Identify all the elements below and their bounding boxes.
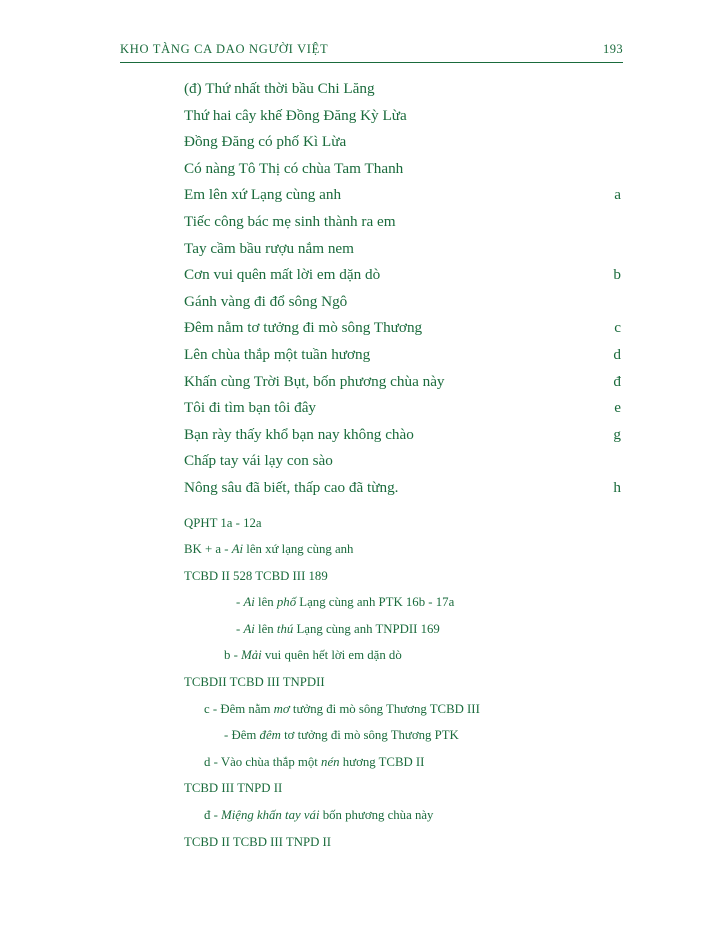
verse-line (120, 422, 623, 449)
verse-line (120, 262, 623, 289)
verse-line (120, 342, 623, 369)
verse-line-text: Bạn rày thấy khổ bạn nay không chào (184, 425, 414, 443)
note-text: đ - (204, 808, 222, 823)
verse-line (120, 209, 623, 236)
note-text: QPHT 1a - 12a (184, 515, 262, 530)
note-variant-word: Ai (231, 542, 244, 557)
note-text: b - (224, 648, 242, 663)
note-line (120, 696, 623, 723)
note-variant-word: Ai (243, 621, 255, 636)
note-text: lên (254, 595, 277, 610)
running-head-title: KHO TÀNG CA DAO NGƯỜI VIỆT (120, 42, 329, 56)
note-text: TCBD II 528 TCBD III 189 (184, 568, 328, 583)
note-text: vui quên hết lời em dặn dò (261, 648, 402, 663)
note-variant-word: đêm (259, 728, 281, 743)
verse-line-text: Chấp tay vái lạy con sào (184, 452, 333, 470)
note-text: - Đêm (224, 728, 260, 743)
note-text: tơ tưởng đi mò sông Thương PTK (280, 728, 459, 743)
verse-line (120, 76, 623, 103)
note-line (120, 589, 623, 616)
note-text: bốn phương chùa này (319, 808, 434, 823)
page-number: 193 (603, 42, 623, 56)
note-text: - (236, 621, 244, 636)
note-text: Lạng cùng anh TNPDII 169 (293, 621, 440, 636)
verse-line-text: Thứ hai cây khế Đồng Đăng Kỳ Lừa (184, 106, 407, 124)
note-variant-word: Mải (241, 648, 262, 663)
verse-line-text: Gánh vàng đi đổ sông Ngô (184, 292, 348, 310)
verse-line-marker: d (613, 345, 621, 363)
verse-block (120, 76, 623, 502)
note-line (120, 510, 623, 537)
note-text: - (236, 595, 244, 610)
note-line (120, 722, 623, 749)
note-variant-word: phố (276, 595, 297, 610)
verse-line-text: Khấn cùng Trời Bụt, bốn phương chùa này (184, 372, 445, 390)
verse-line (120, 289, 623, 316)
verse-line (120, 182, 623, 209)
verse-line-text: Em lên xứ Lạng cùng anh (184, 186, 342, 204)
note-line (120, 563, 623, 590)
verse-line-text: Lên chùa thắp một tuần hương (184, 345, 371, 363)
note-line (120, 669, 623, 696)
verse-line-text: Đêm nằm tơ tưởng đi mò sông Thương (184, 319, 423, 337)
verse-line-marker: g (613, 425, 621, 443)
note-line (120, 775, 623, 802)
verse-line-text: Cơn vui quên mất lời em dặn dò (184, 266, 381, 284)
verse-line-text: Có nàng Tô Thị có chùa Tam Thanh (184, 159, 404, 177)
verse-line (120, 448, 623, 475)
note-line (120, 642, 623, 669)
note-text: TCBDII TCBD III TNPDII (184, 675, 325, 690)
note-line (120, 749, 623, 776)
note-variant-word: Miệng khấn tay vái (221, 808, 320, 823)
note-text: d - Vào chùa thắp một (204, 754, 322, 769)
note-line (120, 829, 623, 856)
note-text: lên (254, 621, 277, 636)
verse-line-text: Tiếc công bác mẹ sinh thành ra em (184, 212, 396, 230)
note-variant-word: thú (276, 621, 294, 636)
verse-line-text: (đ) Thứ nhất thời bầu Chi Lăng (184, 80, 375, 97)
verse-line-marker: c (614, 319, 621, 337)
note-text: c - Đêm nằm (204, 701, 274, 716)
verse-line (120, 369, 623, 396)
note-text: tưởng đi mò sông Thương TCBD III (289, 701, 480, 716)
verse-line (120, 156, 623, 183)
verse-line (120, 129, 623, 156)
note-line (120, 616, 623, 643)
verse-line-marker: b (613, 266, 621, 284)
note-line (120, 536, 623, 563)
verse-line-text: Tôi đi tìm bạn tôi đây (184, 399, 317, 417)
verse-line-text: Nông sâu đã biết, thấp cao đã từng. (184, 478, 399, 496)
verse-line (120, 103, 623, 130)
verse-line-marker: a (614, 186, 621, 204)
notes-block (120, 510, 623, 856)
verse-line (120, 315, 623, 342)
note-text: Lạng cùng anh PTK 16b - 17a (296, 595, 455, 610)
verse-line-text: Đồng Đăng có phố Kì Lừa (184, 133, 347, 151)
verse-line-marker: h (613, 478, 621, 496)
verse-line (120, 236, 623, 263)
note-text: TCBD III TNPD II (184, 781, 283, 796)
page-body (120, 76, 623, 855)
verse-line-text: Tay cầm bầu rượu nắm nem (184, 239, 354, 257)
note-line (120, 802, 623, 829)
verse-line (120, 395, 623, 422)
note-text: BK + a - (184, 542, 232, 557)
note-text: lên xứ lạng cùng anh (243, 542, 354, 557)
note-variant-word: nén (321, 754, 340, 769)
verse-line-marker: đ (613, 372, 621, 390)
page-header (120, 42, 623, 63)
verse-line-marker: e (614, 399, 621, 417)
note-text: hương TCBD II (339, 754, 425, 769)
note-text: TCBD II TCBD III TNPD II (184, 834, 332, 849)
verse-line (120, 475, 623, 502)
note-variant-word: Ai (243, 595, 255, 610)
note-variant-word: mơ (273, 701, 290, 716)
